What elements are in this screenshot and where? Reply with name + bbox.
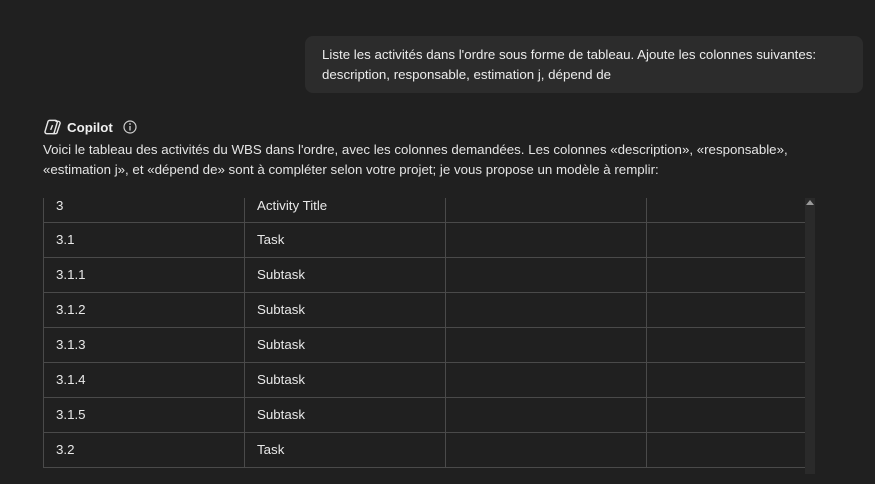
table-cell-empty [446, 222, 647, 257]
table-cell-id: 3.1.2 [44, 292, 245, 327]
assistant-intro-line-1: Voici le tableau des activités du WBS dans l'ordre, avec les colonnes demandées. Les colonnes «description», «responsable», [43, 142, 788, 157]
assistant-intro-line-2: «estimation j», et «dépend de» sont à compléter selon votre projet; je vous propose un modèle à remplir: [43, 162, 659, 177]
table-row [44, 292, 806, 327]
table-row [44, 257, 806, 292]
table-cell-empty [446, 257, 647, 292]
assistant-intro-text [43, 140, 833, 180]
table-cell-title: Task [245, 222, 446, 257]
table-cell-empty [446, 432, 647, 467]
table-cell-title: Subtask [245, 397, 446, 432]
table-cell-empty [446, 327, 647, 362]
user-message-line-1: Liste les activités dans l'ordre sous forme de tableau. Ajoute les colonnes suivantes: [322, 47, 817, 62]
table-cell-empty [647, 257, 806, 292]
scroll-up-arrow-icon[interactable] [806, 200, 814, 205]
table-cell-id: 3.2 [44, 432, 245, 467]
table-cell-empty [446, 198, 647, 222]
table-cell-id: 3.1.3 [44, 327, 245, 362]
table-cell-empty [647, 222, 806, 257]
table-cell-empty [446, 397, 647, 432]
assistant-header [44, 117, 137, 137]
copilot-logo-icon [44, 118, 63, 136]
table-cell-empty [647, 397, 806, 432]
table-cell-title: Subtask [245, 362, 446, 397]
activity-table-container [43, 198, 805, 474]
info-icon[interactable] [123, 120, 137, 134]
table-scrollbar[interactable] [805, 198, 815, 474]
table-cell-empty [647, 198, 806, 222]
table-cell-title: Activity Title [245, 198, 446, 222]
table-cell-title: Subtask [245, 257, 446, 292]
table-row [44, 362, 806, 397]
user-message-line-2: description, responsable, estimation j, dépend de [322, 67, 612, 82]
table-cell-id: 3.1.5 [44, 397, 245, 432]
table-cell-id: 3.1.4 [44, 362, 245, 397]
table-cell-empty [446, 362, 647, 397]
assistant-name: Copilot [67, 119, 113, 135]
table-cell-empty [647, 327, 806, 362]
table-cell-title: Subtask [245, 327, 446, 362]
table-row [44, 222, 806, 257]
table-cell-empty [647, 292, 806, 327]
table-row [44, 432, 806, 467]
table-cell-id: 3.1 [44, 222, 245, 257]
table-cell-empty [647, 362, 806, 397]
table-row [44, 198, 806, 222]
table-cell-id: 3.1.1 [44, 257, 245, 292]
table-cell-title: Subtask [245, 292, 446, 327]
table-row [44, 397, 806, 432]
activity-table [43, 198, 805, 468]
table-cell-empty [446, 292, 647, 327]
table-row [44, 327, 806, 362]
table-cell-title: Task [245, 432, 446, 467]
table-cell-empty [647, 432, 806, 467]
table-cell-id: 3 [44, 198, 245, 222]
user-message-bubble [305, 36, 863, 93]
